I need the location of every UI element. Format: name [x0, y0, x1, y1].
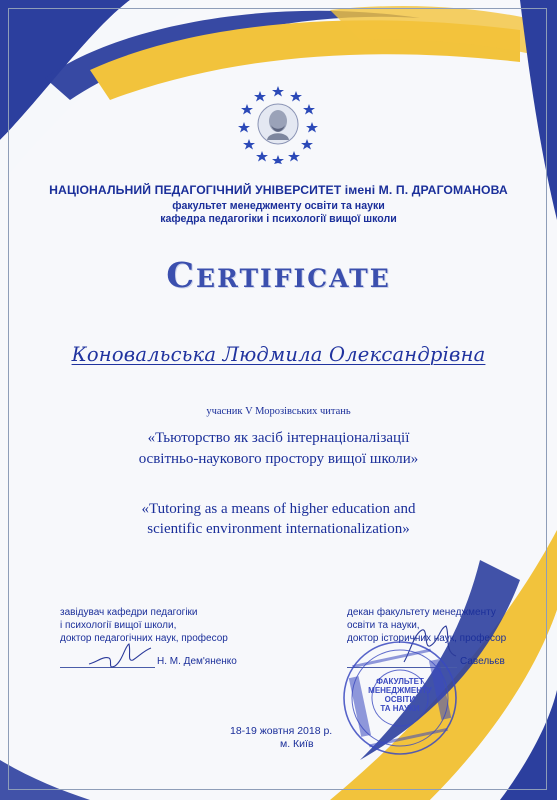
topic-en-line-1: «Tutoring as a means of higher education and [141, 501, 416, 517]
recipient-name: Коновальська Людмила Олександрівна [71, 343, 486, 366]
topic-en-line-2: scientific environment internationalization» [147, 521, 410, 537]
right-position-line-1: декан факультету менеджменту [347, 607, 496, 618]
left-signatory-name: Н. М. Дем'яненко [157, 656, 237, 667]
faculty-name: факультет менеджменту освіти та науки [172, 200, 385, 212]
topic-ua-line-1: «Тьюторство як засіб інтернаціоналізації [147, 430, 410, 446]
participant-line: учасник V Морозівських читань [206, 406, 351, 417]
left-position-line-2: і психології вищої школи, [60, 620, 177, 631]
stamp-line-1: ФАКУЛЬТЕТ [376, 677, 424, 686]
right-signatory-name: Савельєв [460, 656, 505, 667]
university-logo [238, 84, 318, 164]
topic-ua-line-2: освітньо-наукового простору вищої школи» [138, 451, 419, 467]
left-signature [85, 638, 155, 674]
event-city: м. Київ [280, 738, 314, 750]
right-position-line-2: освіти та науки, [347, 620, 420, 631]
left-position-line-1: завідувач кафедри педагогіки [60, 607, 198, 618]
right-position-line-3: доктор історичних наук, професор [347, 633, 507, 644]
stamp-line-2: МЕНЕДЖМЕНТУ [368, 686, 432, 695]
university-name: НАЦІОНАЛЬНИЙ ПЕДАГОГІЧНИЙ УНІВЕРСИТЕТ імені М. П. ДРАГОМАНОВА [49, 183, 508, 197]
event-date: 18-19 жовтня 2018 р. [230, 725, 333, 737]
left-position-line-3: доктор педагогічних наук, професор [60, 633, 228, 644]
department-name: кафедра педагогіки і психології вищої школи [160, 213, 397, 225]
stamp-center-text [357, 677, 443, 713]
stamp-line-3: ОСВІТИ [384, 695, 416, 704]
stamp-line-4: ТА НАУКИ [380, 704, 420, 713]
certificate-title: Certificate [166, 255, 391, 296]
